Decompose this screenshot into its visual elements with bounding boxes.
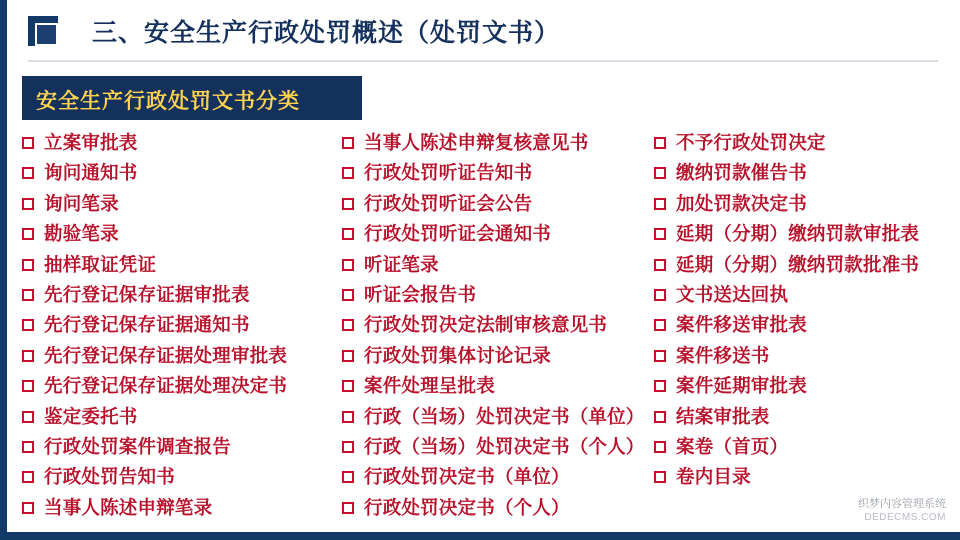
square-bullet-icon [22,411,34,423]
list-item: 先行登记保存证据通知书 [22,310,342,340]
watermark-main: 织梦内容管理系统 [858,497,946,510]
list-item: 行政处罚决定法制审核意见书 [342,310,654,340]
document-column-1 [22,128,342,523]
square-bullet-icon [342,167,354,179]
square-bullet-icon [654,137,666,149]
square-bullet-icon [654,319,666,331]
square-bullet-icon [654,441,666,453]
watermark-sub: DEDECMS.COM [864,511,946,523]
list-item: 卷内目录 [654,462,954,492]
list-item: 听证会报告书 [342,280,654,310]
square-bullet-icon [22,198,34,210]
list-item: 先行登记保存证据处理决定书 [22,371,342,401]
square-bullet-icon [654,289,666,301]
bottom-accent-bar [0,532,960,540]
list-item: 听证笔录 [342,250,654,280]
header-divider [28,60,938,62]
list-item: 案件处理呈批表 [342,371,654,401]
square-bullet-icon [22,502,34,514]
square-bullet-icon [342,471,354,483]
list-item: 结案审批表 [654,402,954,432]
list-item: 行政处罚决定书（个人） [342,493,654,523]
list-item: 勘验笔录 [22,219,342,249]
square-bullet-icon [342,411,354,423]
square-bullet-icon [342,441,354,453]
list-item: 行政（当场）处罚决定书（个人） [342,432,654,462]
document-list-columns [0,128,960,528]
list-item: 抽样取证凭证 [22,250,342,280]
list-item: 先行登记保存证据处理审批表 [22,341,342,371]
square-bullet-icon [22,259,34,271]
square-bullet-icon [342,350,354,362]
list-item: 案件延期审批表 [654,371,954,401]
list-item: 案件移送书 [654,341,954,371]
square-bullet-icon [342,259,354,271]
list-item: 当事人陈述申辩复核意见书 [342,128,654,158]
square-bullet-icon [654,411,666,423]
list-item: 案件移送审批表 [654,310,954,340]
square-marker-icon [28,16,58,46]
list-item: 行政处罚决定书（单位） [342,462,654,492]
list-item: 缴纳罚款催告书 [654,158,954,188]
list-item: 文书送达回执 [654,280,954,310]
slide-header [0,0,960,62]
list-item: 当事人陈述申辩笔录 [22,493,342,523]
list-item: 行政（当场）处罚决定书（单位） [342,402,654,432]
list-item: 加处罚款决定书 [654,189,954,219]
section-banner-label: 安全生产行政处罚文书分类 [36,90,300,113]
square-bullet-icon [654,471,666,483]
list-item: 行政处罚听证会公告 [342,189,654,219]
list-item: 鉴定委托书 [22,402,342,432]
document-column-2 [342,128,654,523]
square-bullet-icon [22,137,34,149]
list-item: 行政处罚案件调查报告 [22,432,342,462]
square-bullet-icon [22,228,34,240]
page-title: 三、安全生产行政处罚概述（处罚文书） [92,19,561,47]
square-bullet-icon [22,471,34,483]
watermark [858,498,946,524]
square-bullet-icon [342,319,354,331]
list-item: 询问通知书 [22,158,342,188]
list-item: 立案审批表 [22,128,342,158]
square-bullet-icon [654,228,666,240]
square-bullet-icon [654,198,666,210]
list-item: 询问笔录 [22,189,342,219]
square-bullet-icon [342,198,354,210]
square-bullet-icon [654,350,666,362]
square-bullet-icon [22,289,34,301]
section-banner [22,76,362,120]
list-item: 延期（分期）缴纳罚款批准书 [654,250,954,280]
square-bullet-icon [654,380,666,392]
square-bullet-icon [342,137,354,149]
square-bullet-icon [22,319,34,331]
square-bullet-icon [342,502,354,514]
list-item: 行政处罚告知书 [22,462,342,492]
square-bullet-icon [654,259,666,271]
square-bullet-icon [22,380,34,392]
square-bullet-icon [22,167,34,179]
square-bullet-icon [654,167,666,179]
square-bullet-icon [22,350,34,362]
square-bullet-icon [22,441,34,453]
square-bullet-icon [342,380,354,392]
list-item: 行政处罚听证会通知书 [342,219,654,249]
list-item: 行政处罚集体讨论记录 [342,341,654,371]
square-bullet-icon [342,289,354,301]
list-item: 不予行政处罚决定 [654,128,954,158]
list-item: 先行登记保存证据审批表 [22,280,342,310]
square-bullet-icon [342,228,354,240]
list-item: 案卷（首页） [654,432,954,462]
document-column-3 [654,128,954,493]
list-item: 延期（分期）缴纳罚款审批表 [654,219,954,249]
list-item: 行政处罚听证告知书 [342,158,654,188]
